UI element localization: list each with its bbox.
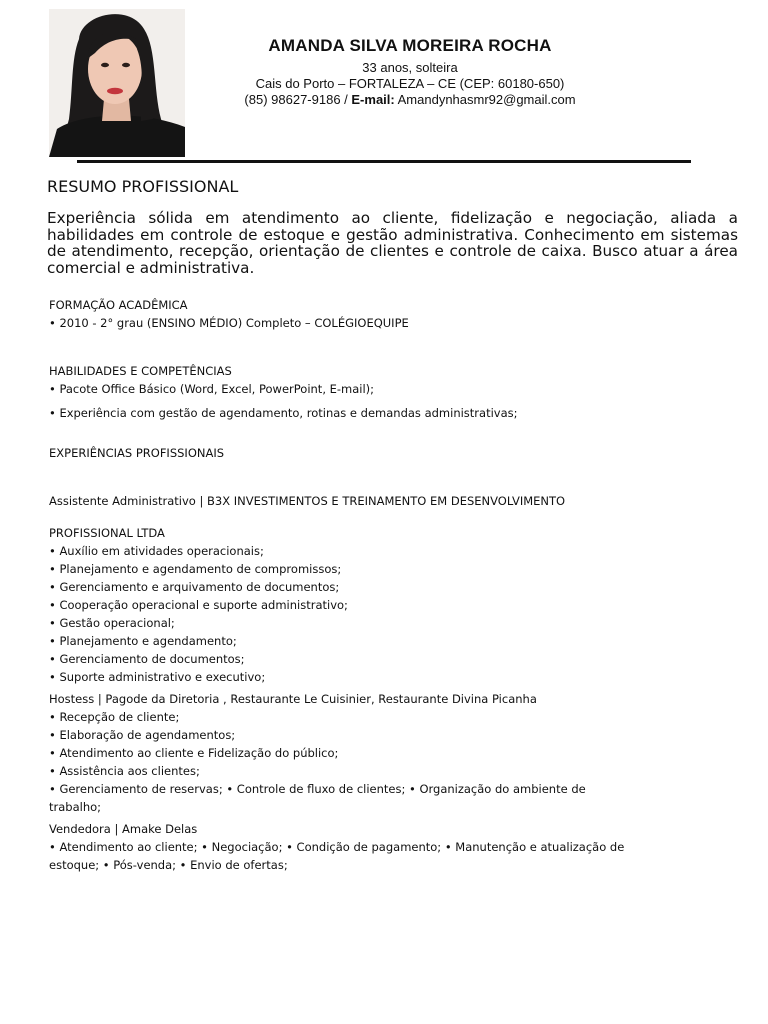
job-duties-list (49, 838, 629, 874)
contact-line (180, 92, 640, 108)
email-label: E-mail: (351, 92, 395, 107)
job-title-continued: PROFISSIONAL LTDA (49, 526, 165, 540)
phone: (85) 98627-9186 / (244, 92, 352, 107)
education-list (49, 314, 629, 332)
job-title: Assistente Administrativo | B3X INVESTIMENTOS E TREINAMENTO EM DESENVOLVIMENTO (49, 494, 566, 508)
list-item: • Pacote Office Básico (Word, Excel, PowerPoint, E-mail); (49, 382, 375, 396)
profile-photo (49, 9, 185, 157)
contact-header (180, 36, 640, 108)
header-divider (77, 160, 691, 163)
list-item: • Auxílio em atividades operacionais; (49, 544, 264, 558)
summary-title: RESUMO PROFISSIONAL (47, 177, 239, 196)
resume-body (49, 296, 629, 874)
list-item: • Planejamento e agendamento; (49, 634, 237, 648)
list-item: • Atendimento ao cliente e Fidelização do público; (49, 746, 339, 760)
list-item: • Gerenciamento de reservas; • Controle de fluxo de clientes; • Organização do ambiente de trabalho; (49, 782, 586, 814)
profile-photo-illustration (49, 9, 185, 157)
list-item: • Planejamento e agendamento de compromissos; (49, 562, 342, 576)
list-item: • Elaboração de agendamentos; (49, 728, 236, 742)
list-item: • Gestão operacional; (49, 616, 175, 630)
list-item: • 2010 - 2° grau (ENSINO MÉDIO) Completo – COLÉGIOEQUIPE (49, 316, 409, 330)
list-item: • Experiência com gestão de agendamento, rotinas e demandas administrativas; (49, 406, 518, 420)
job-title: Vendedora | Amake Delas (49, 822, 198, 836)
list-item: • Gerenciamento e arquivamento de documentos; (49, 580, 340, 594)
skills-title: HABILIDADES E COMPETÊNCIAS (49, 364, 232, 378)
job-title: Hostess | Pagode da Diretoria , Restaurante Le Cuisinier, Restaurante Divina Picanha (49, 692, 537, 706)
email: Amandynhasmr92@gmail.com (394, 92, 576, 107)
list-item: • Gerenciamento de documentos; (49, 652, 245, 666)
list-item: • Suporte administrativo e executivo; (49, 670, 266, 684)
list-item: • Cooperação operacional e suporte administrativo; (49, 598, 348, 612)
candidate-name: AMANDA SILVA MOREIRA ROCHA (268, 36, 552, 55)
age-status: 33 anos, solteira (362, 60, 458, 75)
address: Cais do Porto – FORTALEZA – CE (CEP: 60180-650) (255, 76, 565, 91)
list-item: • Assistência aos clientes; (49, 764, 200, 778)
skills-list (49, 380, 629, 422)
summary-text: Experiência sólida em atendimento ao cliente, fidelização e negociação, aliada a habilidades em controle de estoque e gestão administrativa. Conhecimento em sistemas de atendimento, recepção, orientação de clientes e controle de caixa. Busco atuar a área comercial e administrativa. (47, 209, 738, 277)
education-title: FORMAÇÃO ACADÊMICA (49, 298, 188, 312)
list-item: • Recepção de cliente; (49, 710, 180, 724)
experience-title: EXPERIÊNCIAS PROFISSIONAIS (49, 446, 225, 460)
job-duties-list (49, 708, 629, 816)
list-item: • Atendimento ao cliente; • Negociação; • Condição de pagamento; • Manutenção e atualização de estoque; • Pós-venda; • Envio de ofertas; (49, 840, 625, 872)
job-duties-list (49, 542, 629, 686)
